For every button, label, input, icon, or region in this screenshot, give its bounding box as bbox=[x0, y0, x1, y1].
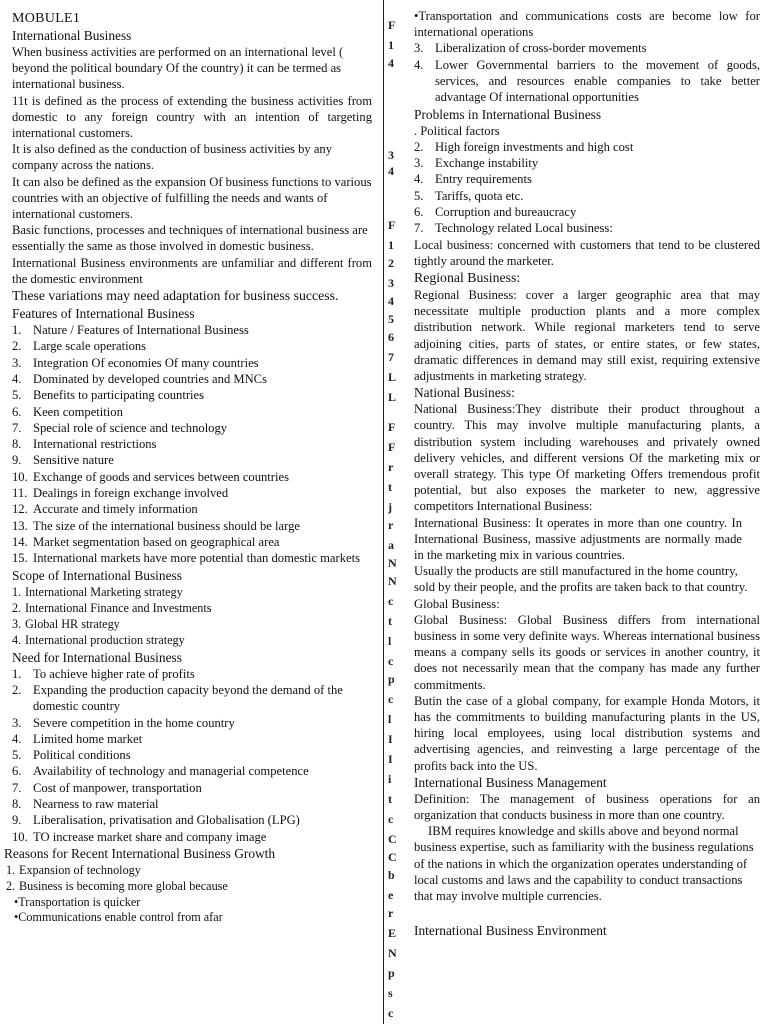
bleed-through-glyph: 1 bbox=[388, 38, 394, 52]
bleed-through-glyph: r bbox=[388, 906, 394, 920]
list-item bbox=[414, 220, 760, 236]
list-text: Political conditions bbox=[33, 748, 131, 763]
list-text: Corruption and bureaucracy bbox=[435, 204, 577, 219]
bleed-through-glyph: 4 bbox=[388, 294, 394, 308]
list-item bbox=[12, 715, 372, 731]
list-text: Sensitive nature bbox=[33, 453, 114, 468]
reasons-list-continued bbox=[414, 40, 760, 105]
list-text: TO increase market share and company image bbox=[33, 829, 267, 844]
list-text: Large scale operations bbox=[33, 339, 147, 354]
list-number: 10. bbox=[12, 469, 28, 484]
list-text: Accurate and timely information bbox=[33, 502, 198, 517]
national-heading: National Business: bbox=[414, 385, 515, 401]
list-text: Special role of science and technology bbox=[33, 420, 228, 435]
list-text: To achieve higher rate of profits bbox=[33, 666, 195, 681]
list-text: Lower Governmental barriers to the movement of goods, services, and resources enable companies to take better advantage Of international opportunities bbox=[435, 57, 760, 105]
bleed-through-glyph: l bbox=[388, 712, 392, 726]
list-item bbox=[12, 387, 372, 403]
list-item bbox=[12, 796, 372, 812]
bleed-through-glyph: j bbox=[388, 500, 392, 514]
right-column bbox=[393, 0, 768, 1024]
list-item bbox=[12, 371, 372, 387]
list-number: 2. bbox=[414, 139, 424, 154]
section-heading: International Business bbox=[12, 28, 132, 43]
list-item bbox=[12, 469, 372, 485]
list-number: 1. bbox=[12, 323, 22, 338]
bleed-through-glyph: l bbox=[388, 634, 392, 648]
bleed-through-glyph: 3 bbox=[388, 148, 394, 162]
list-number: 12. bbox=[12, 502, 28, 517]
bleed-through-glyph: c bbox=[388, 654, 394, 668]
list-text: Liberalization of cross-border movements bbox=[435, 41, 647, 56]
list-number: 8. bbox=[12, 437, 22, 452]
paragraph: Usually the products are still manufactured in the home country, sold by their people, and the profits are taken back to that country. Global Business: bbox=[414, 564, 748, 611]
list-number: 15. bbox=[12, 551, 28, 566]
list-number: 7. bbox=[414, 221, 424, 236]
paragraph: Butin the case of a global company, for example Honda Motors, it has the commitments to building manufacturing plants in the US, hiring local employees, using local distribution systems and advertising agencies, and reinvesting a large percentage of the profits back into the US. bbox=[414, 693, 760, 773]
list-text: Dominated by developed countries and MNCs bbox=[33, 371, 267, 386]
list-item bbox=[12, 763, 372, 779]
list-item bbox=[12, 600, 372, 616]
list-text: Exchange instability bbox=[435, 156, 539, 171]
bleed-through-glyph: E bbox=[388, 926, 397, 940]
list-number: 3. bbox=[414, 41, 424, 56]
bleed-through-glyph: p bbox=[388, 966, 395, 980]
features-list bbox=[12, 322, 372, 566]
bleed-through-glyph: r bbox=[388, 460, 394, 474]
scope-heading: Scope of International Business bbox=[12, 567, 182, 583]
list-text: Exchange of goods and services between countries bbox=[33, 469, 289, 484]
list-number: 13. bbox=[12, 518, 28, 533]
list-item bbox=[6, 862, 372, 878]
paragraph: International Business: It operates in more than one country. In International Business, massive adjustments are normally made in the marketing mix in various countries. bbox=[414, 515, 742, 563]
list-number: 3. bbox=[12, 715, 22, 730]
list-text: The size of the international business should be large bbox=[33, 518, 300, 533]
list-text: International Finance and Investments bbox=[25, 600, 212, 615]
bleed-through-glyph: c bbox=[388, 692, 394, 706]
bleed-through-glyph: r bbox=[388, 518, 394, 532]
list-item bbox=[12, 452, 372, 468]
list-text: International markets have more potential than domestic markets bbox=[33, 551, 360, 566]
list-text: International Marketing strategy bbox=[25, 584, 183, 599]
bleed-through-glyph: t bbox=[388, 614, 392, 628]
reasons-list bbox=[6, 862, 372, 895]
bleed-through-glyph: 1 bbox=[388, 238, 394, 252]
bleed-through-glyph: L bbox=[388, 390, 397, 404]
need-heading: Need for International Business bbox=[12, 649, 182, 665]
paragraph: Global Business: Global Business differs from international business in some very definite ways. Whereas international business means a company sells its goods or services in another country, it does not necessarily mean that the company has made any further commitments. bbox=[414, 612, 760, 692]
list-text: Business is becoming more global because bbox=[19, 879, 228, 894]
bleed-through-glyph: C bbox=[388, 850, 397, 864]
list-number: 5. bbox=[12, 748, 22, 763]
list-text: Global HR strategy bbox=[25, 617, 120, 632]
list-item bbox=[12, 518, 372, 534]
bleed-through-glyph: L bbox=[388, 370, 397, 384]
list-text: Nearness to raw material bbox=[33, 797, 159, 812]
list-item bbox=[12, 550, 372, 566]
scope-list bbox=[12, 584, 372, 649]
bleed-through-glyph: p bbox=[388, 672, 395, 686]
list-number: 1. bbox=[12, 666, 22, 681]
paragraph: Regional Business: cover a larger geographic area that may necessitate multiple production plants and a more complex distribution network. While regional marketers tend to serve adjoining cities, parts of states, or entire states, or few states, dramatic differences in demand may still exist, requiring extensive adjustments in marketing strategy. bbox=[414, 287, 760, 383]
list-text: Limited home market bbox=[33, 731, 143, 746]
need-list bbox=[12, 666, 372, 845]
list-item bbox=[12, 731, 372, 747]
list-item bbox=[414, 57, 760, 106]
list-text: Technology related Local business: bbox=[435, 221, 613, 236]
bleed-through-glyph: N bbox=[388, 556, 397, 570]
paragraph: IBM requires knowledge and skills above and beyond normal business expertise, such as familiarity with the business regulations of the nations in which the organization operates understanding of local customs and laws and the capability to conduct transactions that may involve multiple currencies. bbox=[414, 824, 754, 904]
list-number: 7. bbox=[12, 780, 22, 795]
list-item bbox=[12, 404, 372, 420]
list-number: 9. bbox=[12, 453, 22, 468]
list-number: 3. bbox=[414, 156, 424, 171]
bleed-through-glyph: F bbox=[388, 18, 396, 32]
list-number: 2. bbox=[12, 682, 22, 697]
list-item bbox=[414, 171, 760, 187]
bleed-through-glyph: F bbox=[388, 440, 396, 454]
list-item: . Political factors bbox=[414, 123, 500, 138]
bleed-through-glyph: s bbox=[388, 986, 393, 1000]
paragraph: Basic functions, processes and techniques of international business are essentially the same as those involved in domestic business. bbox=[12, 223, 368, 254]
ibm-heading: International Business Management bbox=[414, 774, 607, 790]
list-item bbox=[12, 485, 372, 501]
bleed-through-glyph: N bbox=[388, 946, 397, 960]
bleed-through-glyph: 6 bbox=[388, 330, 394, 344]
bleed-through-glyph: e bbox=[388, 888, 394, 902]
list-item bbox=[12, 338, 372, 354]
list-item bbox=[12, 616, 372, 632]
list-text: Dealings in foreign exchange involved bbox=[33, 486, 229, 501]
list-item bbox=[12, 812, 372, 828]
paragraph: These variations may need adaptation for business success. bbox=[12, 288, 339, 304]
list-item bbox=[12, 501, 372, 517]
bleed-through-glyph: a bbox=[388, 538, 394, 552]
paragraph: It is also defined as the conduction of business activities by any company across the nations. bbox=[12, 142, 333, 173]
list-number: 9. bbox=[12, 813, 22, 828]
list-number: 2. bbox=[6, 879, 16, 894]
list-number: 10. bbox=[12, 829, 28, 844]
problems-list bbox=[414, 139, 760, 237]
list-item bbox=[12, 682, 372, 715]
list-text: Liberalisation, privatisation and Globalisation (LPG) bbox=[33, 813, 300, 828]
bleed-through-glyph: F bbox=[388, 218, 396, 232]
list-number: 4. bbox=[414, 172, 424, 187]
list-item bbox=[12, 436, 372, 452]
bleed-through-glyph: 4 bbox=[388, 164, 394, 178]
list-text: Availability of technology and managerial competence bbox=[33, 764, 309, 779]
problems-heading: Problems in International Business bbox=[414, 106, 602, 122]
list-item bbox=[414, 188, 760, 204]
list-item bbox=[12, 584, 372, 600]
list-item bbox=[12, 632, 372, 648]
list-text: Benefits to participating countries bbox=[33, 388, 205, 403]
bleed-through-glyph: t bbox=[388, 480, 392, 494]
list-number: 1. bbox=[12, 584, 22, 599]
paragraph: When business activities are performed on an international level ( beyond the political boundary Of the country) it can be termed as international business. bbox=[12, 45, 344, 92]
list-number: 5. bbox=[12, 388, 22, 403]
list-number: 14. bbox=[12, 534, 28, 549]
list-number: 4. bbox=[12, 731, 22, 746]
list-number: 8. bbox=[12, 797, 22, 812]
list-text: Expansion of technology bbox=[19, 862, 141, 877]
bleed-through-glyph: C bbox=[388, 832, 397, 846]
module-title: MOBULE1 bbox=[12, 11, 81, 26]
left-column bbox=[0, 0, 372, 1024]
environment-heading: International Business Environment bbox=[414, 923, 607, 939]
bleed-through-glyph: F bbox=[388, 420, 396, 434]
list-number: 5. bbox=[414, 188, 424, 203]
bleed-through-glyph: 7 bbox=[388, 350, 394, 364]
list-number: 6. bbox=[12, 404, 22, 419]
list-text: Keen competition bbox=[33, 404, 123, 419]
bleed-through-glyph: 4 bbox=[388, 56, 394, 70]
list-number: 4. bbox=[414, 57, 424, 72]
paragraph: 11t is defined as the process of extending the business activities from domestic to any foreign country with an intention of targeting international customers. bbox=[12, 93, 372, 141]
list-item bbox=[12, 534, 372, 550]
list-item bbox=[12, 829, 372, 845]
bleed-through-glyph: c bbox=[388, 1006, 394, 1020]
paragraph: National Business:They distribute their product throughout a country. This may involve multiple manufacturing plants, a distribution system including warehouses and privately owned delivery vehicles, and different versions Of the marketing mix or overall strategy. This type Of marketing Offers tremendous profit potential, but also exposes the marketer to new, aggressive competitors International Business: bbox=[414, 402, 760, 514]
bullet-item: •Transportation and communications costs are become low for international operations bbox=[414, 9, 760, 40]
list-item bbox=[12, 322, 372, 338]
bleed-through-glyph: i bbox=[388, 772, 392, 786]
list-item bbox=[414, 204, 760, 220]
bleed-through-glyph: I bbox=[388, 752, 393, 766]
bleed-through-glyph: c bbox=[388, 812, 394, 826]
list-item bbox=[414, 139, 760, 155]
list-item bbox=[12, 780, 372, 796]
list-item bbox=[12, 747, 372, 763]
bleed-through-glyph: 3 bbox=[388, 276, 394, 290]
list-text: Nature / Features of International Business bbox=[33, 323, 249, 338]
bleed-through-glyph: 2 bbox=[388, 256, 394, 270]
list-number: 3. bbox=[12, 355, 22, 370]
list-text: Tariffs, quota etc. bbox=[435, 188, 524, 203]
bleed-through-glyph: 5 bbox=[388, 312, 394, 326]
bleed-through-glyph: b bbox=[388, 868, 395, 882]
list-item bbox=[414, 155, 760, 171]
list-number: 1. bbox=[6, 862, 16, 877]
paragraph: Local business: concerned with customers that tend to be clustered tightly around the marketer. bbox=[414, 237, 760, 268]
bullet-item: •Transportation is quicker bbox=[14, 894, 141, 909]
list-number: 7. bbox=[12, 420, 22, 435]
paragraph: Definition: The management of business operations for an organization that conducts business in more than one country. bbox=[414, 791, 760, 823]
list-text: Market segmentation based on geographical area bbox=[33, 534, 280, 549]
list-number: 4. bbox=[12, 371, 22, 386]
bleed-through-glyph: c bbox=[388, 594, 394, 608]
list-item bbox=[6, 878, 372, 894]
list-number: 6. bbox=[12, 764, 22, 779]
paragraph: International Business environments are unfamiliar and different from the domestic environment bbox=[12, 255, 372, 286]
list-text: Expanding the production capacity beyond the demand of the domestic country bbox=[33, 682, 343, 714]
list-item bbox=[12, 420, 372, 436]
bleed-through-glyph: t bbox=[388, 792, 392, 806]
list-text: Integration Of economies Of many countries bbox=[33, 355, 259, 370]
column-divider bbox=[383, 0, 384, 1024]
list-item bbox=[12, 355, 372, 371]
bleed-through-glyph: I bbox=[388, 732, 393, 746]
list-text: Severe competition in the home country bbox=[33, 715, 235, 730]
list-text: High foreign investments and high cost bbox=[435, 139, 634, 154]
list-text: International restrictions bbox=[33, 437, 157, 452]
bleed-through-glyph: N bbox=[388, 574, 397, 588]
list-text: Entry requirements bbox=[435, 172, 532, 187]
list-number: 2. bbox=[12, 600, 22, 615]
list-item bbox=[12, 666, 372, 682]
list-number: 3. bbox=[12, 617, 22, 632]
list-text: Cost of manpower, transportation bbox=[33, 780, 202, 795]
list-item bbox=[414, 40, 760, 56]
list-number: 2. bbox=[12, 339, 22, 354]
features-heading: Features of International Business bbox=[12, 306, 195, 322]
list-number: 4. bbox=[12, 633, 22, 648]
bullet-item: •Communications enable control from afar bbox=[14, 910, 223, 925]
list-text: International production strategy bbox=[25, 633, 185, 648]
paragraph: It can also be defined as the expansion Of business functions to various countries with an objective of fulfilling the needs and wants of international customers. bbox=[12, 174, 372, 222]
list-number: 6. bbox=[414, 204, 424, 219]
list-number: 11. bbox=[12, 486, 28, 501]
reasons-heading: Reasons for Recent International Business Growth bbox=[4, 845, 276, 861]
regional-heading: Regional Business: bbox=[414, 269, 521, 285]
